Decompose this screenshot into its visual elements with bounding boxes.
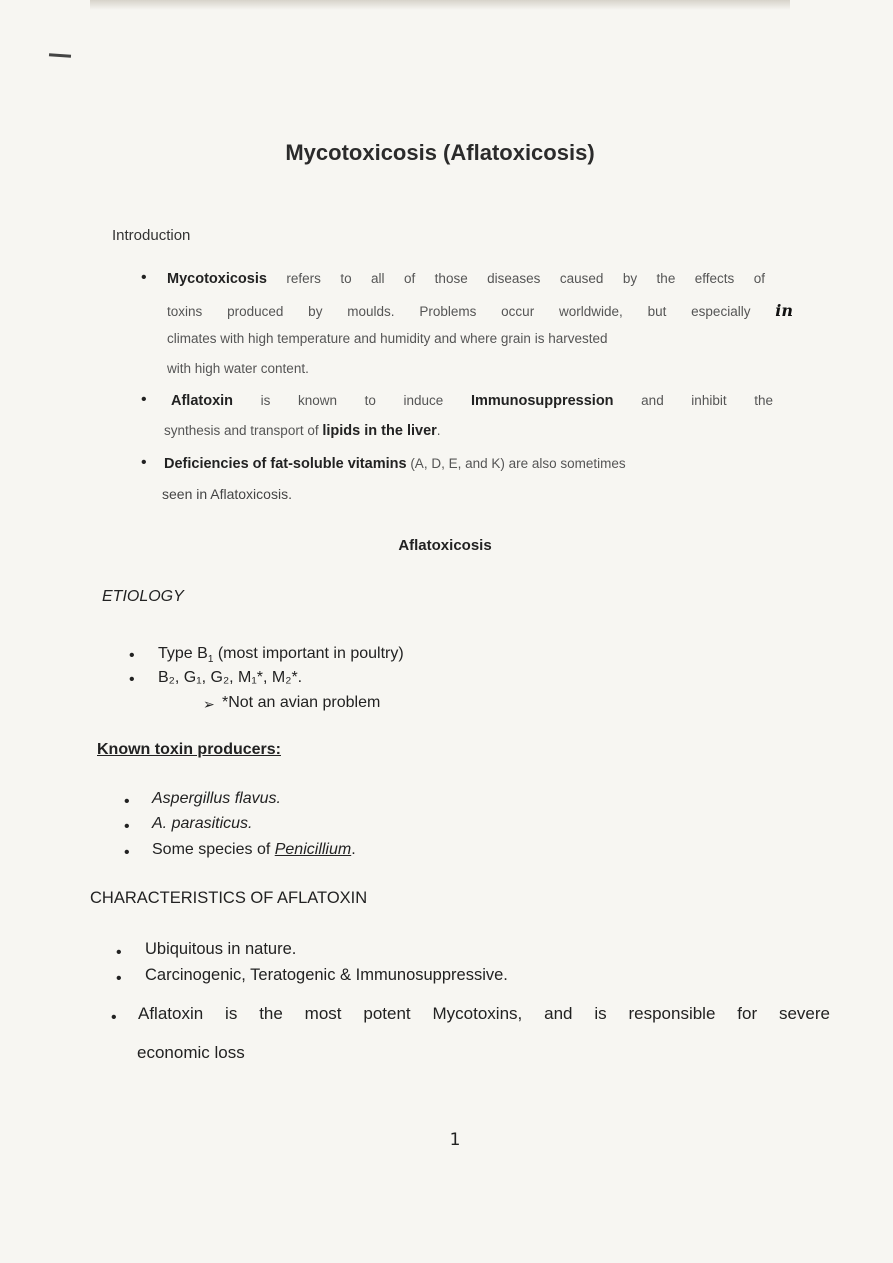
producers-heading: Known toxin producers: bbox=[97, 741, 281, 758]
term-mycotoxicosis: Mycotoxicosis bbox=[167, 271, 267, 287]
bullet: • bbox=[124, 818, 130, 835]
subscript: 1 bbox=[207, 654, 214, 666]
scan-top-edge bbox=[90, 0, 790, 10]
producer-3 bbox=[152, 841, 356, 859]
pen-mark bbox=[49, 53, 71, 58]
section-subheading: Aflatoxicosis bbox=[398, 537, 492, 554]
text: (A, D, E, and K) are also sometimes bbox=[410, 456, 626, 471]
intro-p1-line2 bbox=[167, 301, 793, 320]
etiology-heading: ETIOLOGY bbox=[102, 588, 184, 605]
bullet: • bbox=[141, 269, 147, 286]
bullet: • bbox=[141, 391, 147, 408]
bullet: • bbox=[129, 671, 135, 688]
text: . bbox=[436, 423, 441, 438]
intro-p1-line1 bbox=[167, 271, 765, 287]
bullet: • bbox=[116, 970, 122, 987]
arrow-bullet: ➢ bbox=[203, 696, 215, 712]
bullet: • bbox=[111, 1009, 117, 1026]
intro-p2-line1 bbox=[171, 393, 773, 409]
term-immunosuppression: Immunosuppression bbox=[470, 393, 614, 409]
bullet: • bbox=[141, 454, 147, 471]
bullet: • bbox=[124, 844, 130, 861]
bullet: • bbox=[124, 793, 130, 810]
bullet: • bbox=[116, 944, 122, 961]
text: is known to induce bbox=[260, 393, 444, 408]
text: Type B bbox=[158, 645, 208, 662]
genus-penicillium: Penicillium bbox=[274, 841, 352, 858]
characteristic-1: Ubiquitous in nature. bbox=[145, 940, 297, 958]
handwritten-word: in bbox=[775, 301, 793, 320]
text: (most important in poultry) bbox=[217, 645, 404, 662]
text: refers to all of those diseases caused by the effects of bbox=[286, 271, 765, 286]
text: Some species of bbox=[152, 841, 271, 858]
text: . bbox=[351, 841, 356, 858]
etiology-note: *Not an avian problem bbox=[222, 694, 381, 711]
intro-p3-line1 bbox=[164, 456, 626, 472]
characteristic-3-line2: economic loss bbox=[137, 1043, 245, 1062]
intro-p1-line4: with high water content. bbox=[167, 361, 309, 376]
introduction-heading: Introduction bbox=[112, 227, 191, 244]
text: synthesis and transport of bbox=[164, 423, 319, 438]
text: toxins produced by moulds. Problems occur worldwide, but especially bbox=[167, 304, 751, 319]
intro-p1-line3: climates with high temperature and humidity and where grain is harvested bbox=[167, 331, 608, 346]
characteristics-heading: CHARACTERISTICS OF AFLATOXIN bbox=[90, 889, 368, 907]
intro-p2-line2 bbox=[164, 423, 441, 439]
producer-2: A. parasiticus. bbox=[152, 815, 253, 832]
intro-p3-line2: seen in Aflatoxicosis. bbox=[162, 486, 292, 502]
page-number: 1 bbox=[449, 1130, 461, 1150]
term-deficiencies: Deficiencies of fat-soluble vitamins bbox=[164, 456, 407, 472]
term-lipids: lipids in the liver bbox=[322, 423, 437, 439]
text: and inhibit the bbox=[641, 393, 773, 408]
page-title: Mycotoxicosis (Aflatoxicosis) bbox=[285, 140, 595, 165]
producer-1: Aspergillus flavus. bbox=[152, 790, 281, 807]
characteristic-2: Carcinogenic, Teratogenic & Immunosuppressive. bbox=[145, 966, 508, 984]
etiology-item-2: B₂, G₁, G₂, M₁*, M₂*. bbox=[158, 669, 303, 686]
term-aflatoxin: Aflatoxin bbox=[171, 393, 234, 409]
etiology-item-1 bbox=[158, 645, 404, 665]
characteristic-3-line1: Aflatoxin is the most potent Mycotoxins, and is responsible for severe bbox=[138, 1004, 830, 1023]
bullet: • bbox=[129, 647, 135, 664]
